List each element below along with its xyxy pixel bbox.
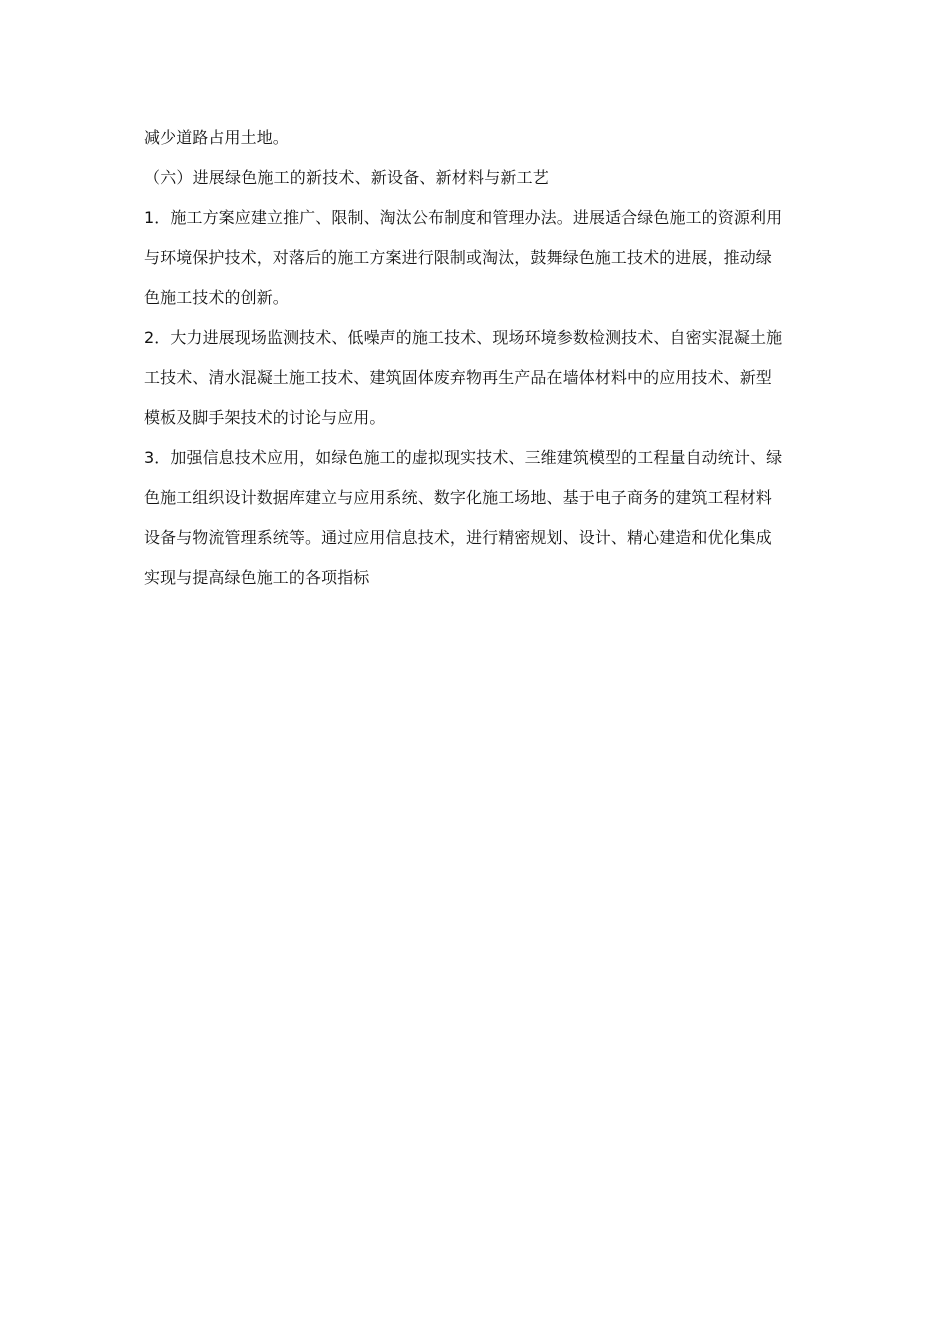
item-1-line-1: 1．施工方案应建立推广、限制、淘汰公布制度和管理办法。进展适合绿色施工的资源利用 (144, 208, 783, 227)
item-2-line-3: 模板及脚手架技术的讨论与应用。 (144, 408, 386, 427)
item-2-line-1: 2．大力进展现场监测技术、低噪声的施工技术、现场环境参数检测技术、自密实混凝土施 (144, 328, 783, 347)
item-3-line-2: 色施工组织设计数据库建立与应用系统、数字化施工场地、基于电子商务的建筑工程材料 (144, 488, 772, 507)
item-1-line-2: 与环境保护技术，对落后的施工方案进行限制或淘汰，鼓舞绿色施工技术的进展，推动绿 (144, 248, 772, 267)
document-body (144, 118, 808, 598)
item-3-line-3: 设备与物流管理系统等。通过应用信息技术，进行精密规划、设计、精心建造和优化集成 (144, 528, 772, 547)
item-2-line-2: 工技术、清水混凝土施工技术、建筑固体废弃物再生产品在墙体材料中的应用技术、新型 (144, 368, 772, 387)
list-item-2 (144, 318, 808, 438)
section-heading: （六）进展绿色施工的新技术、新设备、新材料与新工艺 (144, 168, 550, 187)
item-1-line-3: 色施工技术的创新。 (144, 288, 289, 307)
list-item-1 (144, 198, 808, 318)
intro-line: 减少道路占用土地。 (144, 128, 289, 147)
item-3-line-4: 实现与提高绿色施工的各项指标 (144, 568, 370, 587)
list-item-3 (144, 438, 808, 598)
item-3-line-1: 3．加强信息技术应用，如绿色施工的虚拟现实技术、三维建筑模型的工程量自动统计、绿 (144, 448, 783, 467)
